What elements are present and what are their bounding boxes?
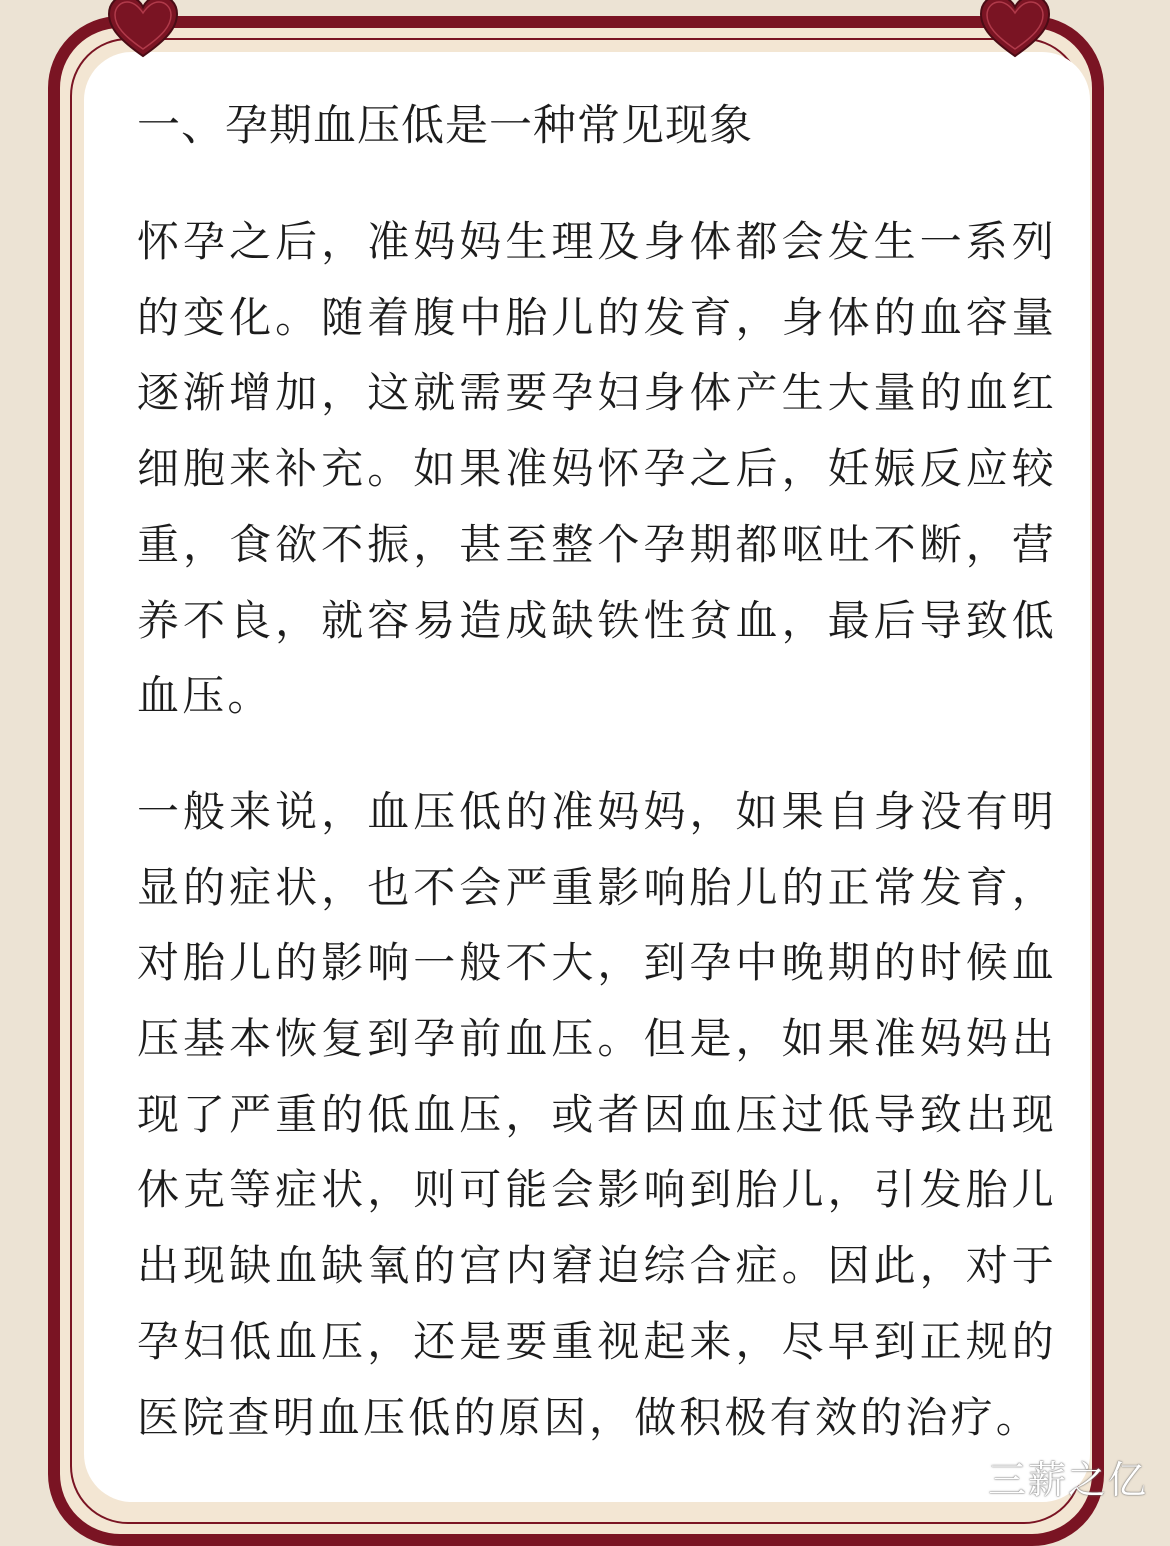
heart-icon [106, 0, 180, 60]
article-body [137, 88, 1057, 1455]
paragraph-1: 怀孕之后，准妈妈生理及身体都会发生一系列的变化。随着腹中胎儿的发育，身体的血容量逐渐增加，这就需要孕妇身体产生大量的血红细胞来补充。如果准妈怀孕之后，妊娠反应较重，食欲不振，甚至整个孕期都呕吐不断，营养不良，就容易造成缺铁性贫血，最后导致低血压。 [137, 217, 1057, 721]
watermark-text: 三薪之亿 [987, 1458, 1148, 1502]
heart-icon [978, 0, 1052, 60]
paragraph-2: 一般来说，血压低的准妈妈，如果自身没有明显的症状，也不会严重影响胎儿的正常发育，对胎儿的影响一般不大，到孕中晚期的时候血压基本恢复到孕前血压。但是，如果准妈妈出现了严重的低血压，或者因血压过低导致出现休克等症状，则可能会影响到胎儿，引发胎儿出现缺血缺氧的宫内窘迫综合症。因此，对于孕妇低血压，还是要重视起来，尽早到正规的医院查明血压低的原因，做积极有效的治疗。 [137, 786, 1057, 1442]
article-heading: 一、孕期血压低是一种常见现象 [137, 101, 753, 151]
